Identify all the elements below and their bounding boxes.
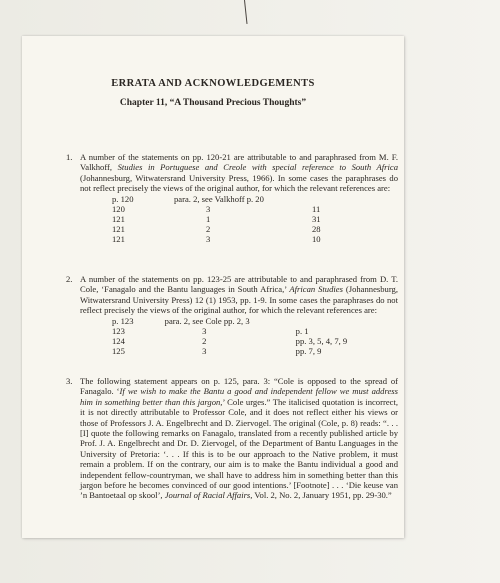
ref-page: 121 [112, 214, 125, 225]
text-part: ’ Cole urges.” The italicised quotation is incorrect, it is not directly attributable to Professor Cole, and it does not reflect either his views or those of Professors J. A. Engelbrecht and D. Ziervogel. The original (Cole, p. 8) reads: “. . . [I] quote the following remarks on Fanagalo, translated from a recently published article by Prof. J. A. Engelbrecht and Dr. D. Ziervogel, of the Department of Bantu Languages in the University of Pretoria: ‘. . . If this is to be our approach to the Native problem, it must remain a problem. If on the contrary, our aim is to make the Bantu individual a good and independent fellow-countryman, we shall have to address him in something better than this jargon before he becomes convinced of our good intentions.’ [Footnote] . . . ‘Die keuse van ’n Bantoetaal op skool’, [80, 396, 398, 501]
reference-row [80, 316, 398, 326]
text-part: The following statement appears on p. 125, para. 3: “Cole is opposed to the spread of Fanagalo. ‘ [80, 376, 398, 397]
ref-source: 10 [312, 234, 321, 245]
ref-para: 3 [202, 346, 207, 357]
ref-source: 11 [312, 203, 321, 214]
ref-para: para. 2, see Valkhoff p. 20 [174, 193, 264, 204]
item-number: 1. [66, 152, 73, 162]
ref-para: 2 [202, 336, 207, 347]
ref-page: 123 [112, 325, 125, 336]
reference-row [80, 214, 398, 224]
reference-row [80, 234, 398, 244]
reference-table [80, 194, 398, 245]
ref-page: 121 [112, 224, 125, 235]
ref-page: p. 123 [112, 315, 134, 326]
text-part: (Johannesburg, Witwatersrand University Press, 1966). In some cases the paraphrases do not reflect precisely the views of the original author, for which the relevant references are: [80, 172, 398, 194]
reference-row [80, 224, 398, 234]
ref-source: pp. 3, 5, 4, 7, 9 [295, 336, 348, 347]
ref-page: p. 120 [112, 193, 134, 204]
erratum-item-1 [66, 152, 398, 245]
ref-source: 28 [312, 224, 321, 235]
text-part: (Johannesburg, Witwatersrand University Press) 12 (1) 1953, pp. 1-9. In some cases the paraphrases do not reflect precisely the views of the original author, for which the relevant references are: [80, 284, 398, 316]
chapter-subtitle: Chapter 11, “A Thousand Precious Thoughts” [119, 98, 307, 108]
reference-row [80, 204, 398, 214]
text-part-italic: Journal of Racial Affairs [164, 490, 251, 501]
item-number: 2. [66, 274, 73, 284]
erratum-item-3 [66, 376, 398, 501]
text-part-italic: If we wish to make the Bantu a good and independent fellow we must address him in something better than this jargon, [80, 386, 398, 407]
reference-row [80, 336, 398, 346]
ref-page: 124 [112, 336, 125, 347]
ref-para: 2 [206, 224, 211, 235]
text-part-italic: Studies in Portuguese and Creole with special reference to South Africa [117, 162, 398, 173]
ref-para: para. 2, see Cole pp. 2, 3 [164, 315, 250, 326]
ref-para: 3 [206, 203, 211, 214]
ref-source: pp. 7, 9 [295, 346, 322, 357]
ref-source [270, 194, 390, 204]
reference-row [80, 194, 398, 204]
ref-page: 121 [112, 234, 125, 245]
text-part-italic: African Studies [289, 284, 343, 295]
ref-para: 3 [202, 325, 207, 336]
item-text [80, 152, 398, 194]
ref-source: 31 [312, 214, 321, 225]
reference-row [80, 326, 398, 336]
item-text [80, 274, 398, 316]
ref-para: 3 [206, 234, 211, 245]
item-number: 3. [66, 376, 73, 386]
errata-title: ERRATA AND ACKNOWLEDGEMENTS [111, 78, 315, 89]
ref-source: p. 1 [295, 325, 309, 336]
text-part: , Vol. 2, No. 2, January 1951, pp. 29-30.” [250, 490, 392, 501]
ref-source [298, 316, 398, 326]
text-part: A number of the statements on pp. 123-25 are attributable to and paraphrased from D. T. Cole, ‘Fanagalo and the Bantu languages in South Africa,’ [80, 274, 398, 295]
reference-table [80, 316, 398, 357]
erratum-item-2 [66, 274, 398, 357]
text-part: A number of the statements on pp. 120-21 are attributable to and paraphrased from M. F. Valkhoff, [80, 152, 398, 173]
ref-page: 120 [112, 203, 125, 214]
reference-row [80, 346, 398, 356]
item-text [80, 376, 398, 501]
ref-page: 125 [112, 346, 125, 357]
ref-para: 1 [206, 214, 211, 225]
errata-slip [22, 36, 404, 538]
